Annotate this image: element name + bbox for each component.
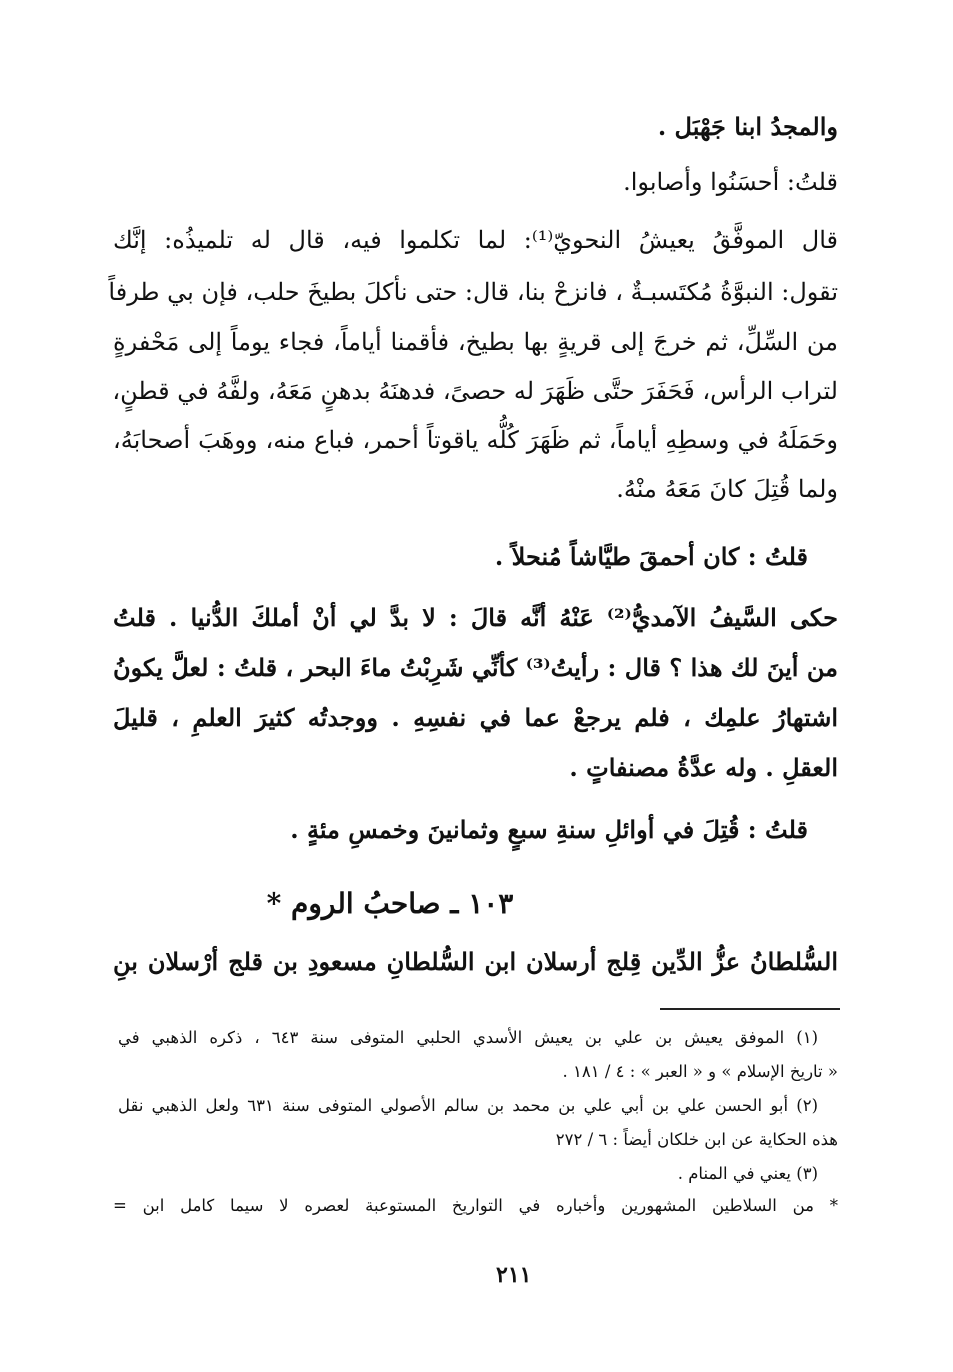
footnote-line: هذه الحكاية عن ابن خلكان أيضاً : ٦ / ٢٧٢: [555, 1130, 838, 1149]
text-line: حكى السَّيفُ الآمديُّ⁽²⁾ عَنْهُ أنَّه قالَ : لا بدَّ لي أنْ أملكَ الدُّنيا . قلتُ: [113, 603, 838, 632]
page-number: ٢١١: [496, 1262, 532, 1288]
text-line: قلتُ: أحسَنُوا وأصابوا.: [623, 168, 838, 196]
text-line: قلتُ : قُتِلَ في أوائلِ سنةِ سبعٍ وثمانينَ وخمسِ مئةٍ .: [290, 815, 808, 844]
footnote-line: (٣) يعني في المنام .: [677, 1164, 818, 1183]
text-line: لتراب الرأس، فَحَفَرَ حتَّى ظَهَرَ له حصىً، فدهنَهُ بدهنٍ مَعَهُ، ولفَّهُ في قطنٍ،: [112, 377, 838, 405]
text-line: ولما قُتِلَ كانَ مَعَهُ منْهُ.: [616, 475, 838, 503]
text-line: العقلِ . وله عدَّةُ مصنفاتٍ .: [569, 753, 838, 782]
text-line: وحَمَلَهُ في وسطِهِ أياماً، ثم ظَهَرَ كُلُّه ياقوتاً أحمر، فباع منه، ووهَبَ أصحابَهُ،: [113, 426, 838, 454]
text-line: والمجدُ ابنا جَهْبَل .: [657, 112, 838, 141]
text-line: اشتهارُ علمِك ، فلم يرجعْ عما في نفسِهِ . ووجدتُه كثيرَ العلمِ ، قليلَ: [113, 703, 838, 732]
text-line: من السِّلِّ، ثم خرجَ إلى قريةٍ بها بطيخ، فأقمنا أياماً، فجاء يوماً إلى مَحْفرةٍ: [113, 328, 838, 356]
footnote-line: « تاريخ الإسلام » و « العبر » : ٤ / ١٨١ .: [562, 1062, 838, 1081]
footnote-line: * من السلاطين المشهورين وأخباره في التواريخ المستوعبة لعصره لا سيما كامل ابن =: [113, 1196, 838, 1215]
text-line: قال الموفَّقُ يعيشُ النحويّ⁽¹⁾: لما تكلموا فيه، قال له تلميذُه: إنَّك: [113, 226, 838, 254]
text-line: من أينَ لك هذا ؟ قال : رأيتُ⁽³⁾ كأنِّي شَرِبْتُ ماءَ البحر ، قلتُ : لعلَّ يكونُ: [113, 653, 839, 682]
footnote-separator: [660, 1008, 840, 1010]
footnote-line: (٢) أبو الحسن علي بن أبي علي بن محمد بن سالم الأصولي المتوفى سنة ٦٣١ ولعل الذهبي نقل: [118, 1096, 819, 1115]
footnote-line: (١) الموفق يعيش بن علي بن يعيش الأسدي الحلبي المتوفى سنة ٦٤٣ ، ذكره الذهبي في: [118, 1028, 818, 1047]
text-line: قلتُ : كان أحمقَ طيَّاشاً مُنحلاً .: [494, 542, 808, 571]
section-heading: ١٠٣ ـ صاحبُ الروم *: [266, 887, 514, 920]
text-line: تقول: النبوَّةُ مُكتَسبـةٌ ، فانزحْ بنا، قال: حتى نأكلَ بطيخَ حلب، فإن بي طرفاً: [108, 278, 838, 306]
text-line: السُّلطانُ عزُّ الدِّين قِلج أرسلان ابن السُّلطانِ مسعودِ بن قلج أرْسلان بنِ: [113, 947, 838, 976]
